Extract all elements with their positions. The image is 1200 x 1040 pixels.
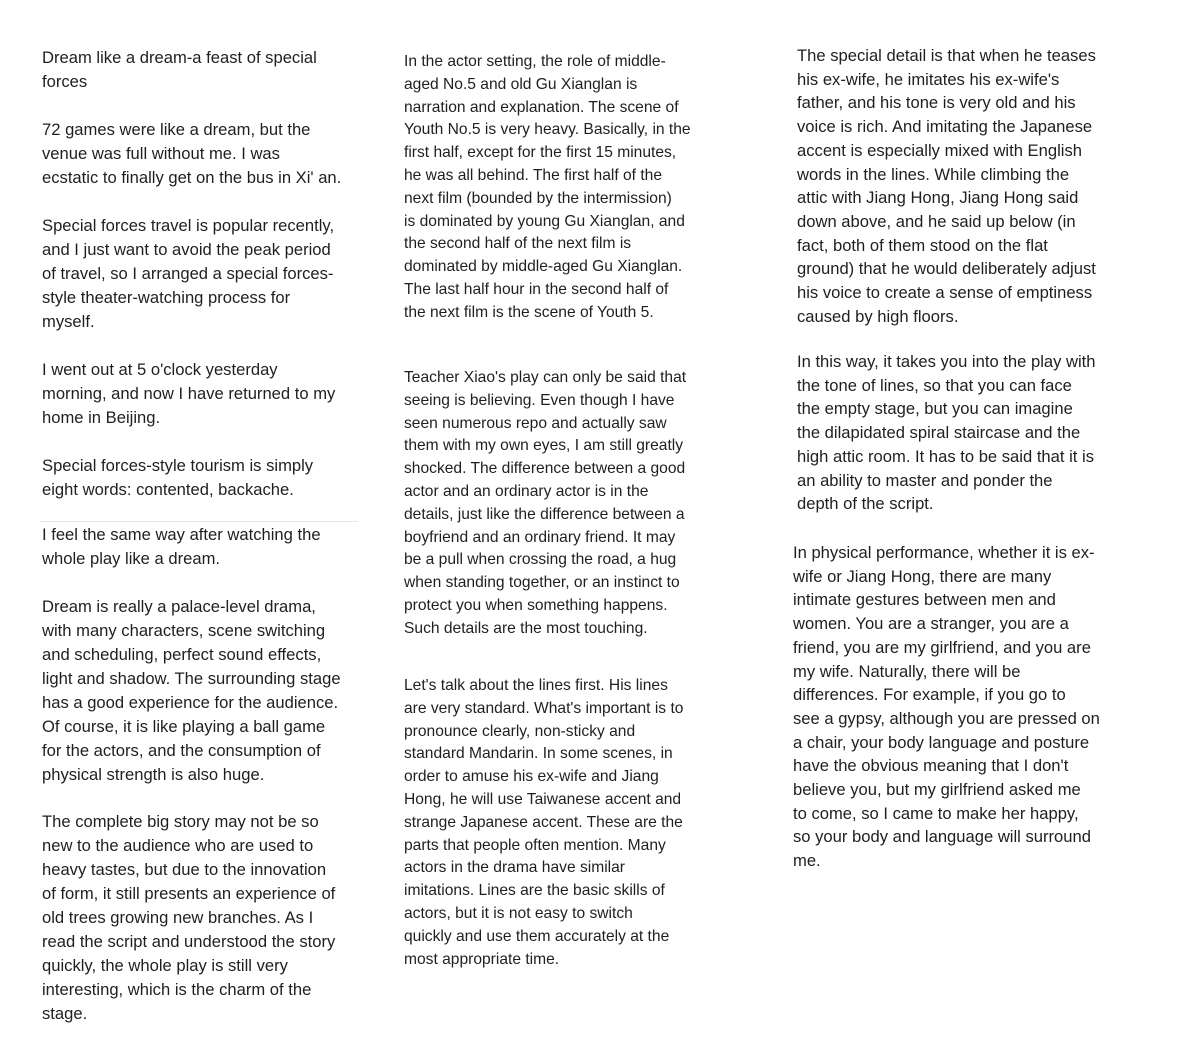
paragraph: The complete big story may not be so new to the audience who are used to heavy tastes, but due to the innovation of form, it still presents an experience of old trees growing new branches. As I read the script and understood the story quickly, the whole play is still very interesting, which is the charm of the stage. <box>42 812 336 1023</box>
paragraph: Dream is really a palace-level drama, with many characters, scene switching and scheduling, perfect sound effects, light and shadow. The surrounding stage has a good experience for the audience. Of course, it is like playing a ball game for the actors, and the consumption of physical strength is also huge. <box>42 597 341 784</box>
paragraph: In this way, it takes you into the play with the tone of lines, so that you can face the empty stage, but you can imagine the dilapidated spiral staircase and the high attic room. It has to be said that it is an ability to master and ponder the depth of the script. <box>797 352 1096 514</box>
paragraph: The special detail is that when he teases his ex-wife, he imitates his ex-wife's father, and his tone is very old and his voice is rich. And imitating the Japanese accent is especially mixed with English words in the lines. While climbing the attic with Jiang Hong, Jiang Hong said down above, and he said up below (in fact, both of them stood on the flat ground) that he would deliberately adjust his voice to create a sense of emptiness caused by high floors. <box>797 46 1096 326</box>
paragraph: I went out at 5 o'clock yesterday morning, and now I have returned to my home in Beijing. <box>42 360 336 427</box>
paragraph: In the actor setting, the role of middle- aged No.5 and old Gu Xianglan is narration and explanation. The scene of Youth No.5 is very heavy. Basically, in the first half, except for the first 15 minutes, he was all behind. The first half of the next film (bounded by the intermission) is dominated by young Gu Xianglan, and the second half of the next film is dominated by middle-aged Gu Xianglan. The last half hour in the second half of the next film is the scene of Youth 5. <box>404 53 691 321</box>
section-divider <box>40 521 358 522</box>
paragraph: 72 games were like a dream, but the venue was full without me. I was ecstatic to finally get on the bus in Xi' an. <box>42 120 342 187</box>
paragraph: In physical performance, whether it is ex- wife or Jiang Hong, there are many intimate gestures between men and women. You are a stranger, you are a friend, you are my girlfriend, and you are my wife. Naturally, there will be differences. For example, if you go to see a gypsy, although you are pressed on a chair, your body language and posture have the obvious meaning that I don't believe you, but my girlfriend asked me to come, so I came to make her happy, so your body and language will surround me. <box>793 543 1100 871</box>
text-column-right <box>780 0 1200 1040</box>
paragraph: Special forces-style tourism is simply eight words: contented, backache. <box>42 456 314 499</box>
text-column-left <box>0 0 380 1040</box>
paragraph: Let's talk about the lines first. His lines are very standard. What's important is to pronounce clearly, non-sticky and standard Mandarin. In some scenes, in order to amuse his ex-wife and Jiang Hong, he will use Taiwanese accent and strange Japanese accent. These are the parts that people often mention. Many actors in the drama have similar imitations. Lines are the basic skills of actors, but it is not easy to switch quickly and use them accurately at the most appropriate time. <box>404 677 684 968</box>
paragraph: I feel the same way after watching the whole play like a dream. <box>42 525 321 568</box>
article-title: Dream like a dream-a feast of special forces <box>42 48 317 91</box>
paragraph: Teacher Xiao's play can only be said that seeing is believing. Even though I have seen numerous repo and actually saw them with my own eyes, I am still greatly shocked. The difference between a good actor and an ordinary actor is in the details, just like the difference between a boyfriend and an ordinary friend. It may be a pull when crossing the road, a hug when standing together, or an instinct to protect you when something happens. Such details are the most touching. <box>404 369 687 637</box>
paragraph: Special forces travel is popular recently, and I just want to avoid the peak period of travel, so I arranged a special forces- style theater-watching process for myself. <box>42 216 335 331</box>
text-column-middle <box>380 0 780 1040</box>
